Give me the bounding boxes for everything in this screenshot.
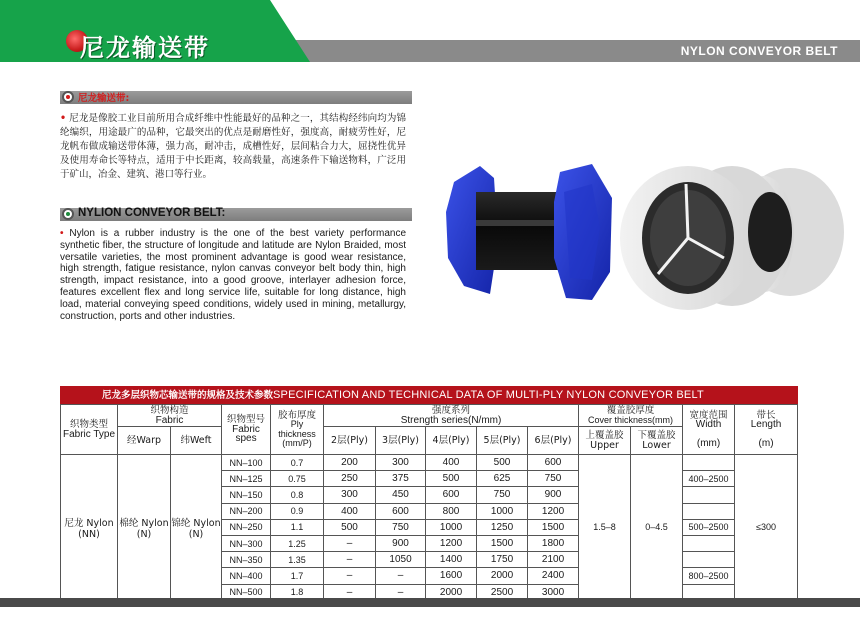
spec-cell: NN–100 [222,455,271,471]
strength-cell: 750 [477,487,528,503]
strength-cell: 200 [324,455,376,471]
strength-cell: 400 [426,455,477,471]
header-warp: 经Warp [118,427,171,455]
strength-cell: 1750 [477,552,528,568]
spec-cell: NN–250 [222,519,271,535]
white-belt-rolls-image [614,162,848,312]
strength-cell: – [376,584,426,600]
spec-cell: NN–200 [222,503,271,519]
strength-cell: 400 [324,503,376,519]
ply-cell: 1.35 [271,552,324,568]
header-ply-6: 6层(Ply) [528,427,579,455]
strength-cell: – [324,535,376,551]
header-strength: 强度系列 Strength series(N/mm) [324,405,579,427]
ply-cell: 0.9 [271,503,324,519]
ply-cell: 1.1 [271,519,324,535]
strength-cell: 600 [528,455,579,471]
weft-cell: 锦纶 Nylon (N) [171,455,222,601]
spec-cell: NN–150 [222,487,271,503]
ply-cell: 1.25 [271,535,324,551]
header-ply-5: 5层(Ply) [477,427,528,455]
header-upper: 上覆盖胶 Upper [579,427,631,455]
strength-cell: 600 [376,503,426,519]
length-cell: ≤300 [735,455,798,601]
blue-black-belt-roll-image [442,162,614,304]
warp-cell: 棉纶 Nylon (N) [118,455,171,601]
table-title-en: SPECIFICATION AND TECHNICAL DATA OF MULTI-PLY NYLON CONVEYOR BELT [273,389,704,401]
header-fabric-struct: 织物构造 Fabric [118,405,222,427]
table-title-cn: 尼龙多层织物芯输送带的规格及技术参数 [102,390,274,401]
ply-cell: 0.7 [271,455,324,471]
spec-table-body [61,455,798,601]
strength-cell: – [376,568,426,584]
spec-cell: NN–125 [222,471,271,487]
red-bullet-icon [62,91,74,103]
width-cell [683,535,735,551]
strength-cell: 1050 [376,552,426,568]
strength-cell: 1250 [477,519,528,535]
width-cell: 500–2500 [683,519,735,535]
strength-cell: 900 [528,487,579,503]
width-cell: 800–2500 [683,568,735,584]
strength-cell: 300 [324,487,376,503]
strength-cell: 2400 [528,568,579,584]
width-cell [683,503,735,519]
width-cell [683,487,735,503]
strength-cell: 600 [426,487,477,503]
ply-cell: 1.7 [271,568,324,584]
bullet-cn: • [60,113,67,124]
spec-cell: NN–300 [222,535,271,551]
header-width: 宽度范围 Width (mm) [683,405,735,455]
section-header-cn [60,91,412,104]
upper-cover-cell: 1.5–8 [579,455,631,601]
strength-cell: 2500 [477,584,528,600]
footer-bar [0,598,860,607]
description-en-text: Nylon is a rubber industry is the one of the best variety performance synthetic fiber, the structure of longitude and latitude are Nylon Braided, most versatile varieties, the most prominent advantage is good wear resistance, high strength, fatigue resistance, nylon canvas conveyor belt body thin, high strength, impact resistance, into a good groove, interlayer adhesion force, features excellent flex and long service life, suitable for long distance, high load, material conveying speed conditions, widely used in mining, metallurgy, construction, ports and other industries. [60,228,406,322]
strength-cell: 250 [324,471,376,487]
description-cn [60,112,406,182]
table-row [61,455,798,471]
strength-cell: 900 [376,535,426,551]
page-title: 尼龙输送带 [80,34,210,62]
bullet-en: • [60,228,64,239]
page-title-en: NYLON CONVEYOR BELT [680,44,838,58]
header-fabric-type: 织物类型 Fabric Type [61,405,118,455]
strength-cell: 1200 [426,535,477,551]
section-header-en [60,208,412,221]
lower-cover-cell: 0–4.5 [631,455,683,601]
section-heading-en: NYLION CONVEYOR BELT: [78,207,226,219]
strength-cell: 450 [376,487,426,503]
strength-cell: 1200 [528,503,579,519]
header-ply-3: 3层(Ply) [376,427,426,455]
spec-table [60,404,798,601]
spec-cell: NN–350 [222,552,271,568]
strength-cell: 1500 [528,519,579,535]
width-cell [683,552,735,568]
section-heading-cn: 尼龙输送带: [78,93,130,104]
strength-cell: 500 [477,455,528,471]
description-cn-text: 尼龙是像胶工业目前所用合成纤维中性能最好的品种之一，其结构经纬向均为锦纶编织，用途最广的品种，它最突出的优点是耐磨性好，强度高，耐疲劳性好，尼龙帆布做成输送带体薄，强力高，耐冲击，成槽性好，层间粘合力大，屈挠性优异及使用寿命长等特点，适用于中长距离，较高载量，高速条件下输送物料，广泛用于矿山，冶金、建筑、港口等行业。 [60,113,406,180]
strength-cell: 3000 [528,584,579,600]
strength-cell: 1600 [426,568,477,584]
strength-cell: 375 [376,471,426,487]
strength-cell: 1400 [426,552,477,568]
header-length: 带长 Length (m) [735,405,798,455]
spec-cell: NN–400 [222,568,271,584]
width-cell: 400–2500 [683,471,735,487]
strength-cell: 500 [324,519,376,535]
header-weft: 纬Weft [171,427,222,455]
strength-cell: – [324,584,376,600]
ply-cell: 1.8 [271,584,324,600]
strength-cell: 300 [376,455,426,471]
strength-cell: 625 [477,471,528,487]
strength-cell: 2000 [477,568,528,584]
strength-cell: 1500 [477,535,528,551]
strength-cell: – [324,552,376,568]
description-en [60,228,406,322]
header-cover: 覆盖胶厚度 Cover thickness(mm) [579,405,683,427]
ply-cell: 0.75 [271,471,324,487]
green-bullet-icon [62,208,74,220]
spec-cell: NN–500 [222,584,271,600]
table-title [60,386,798,404]
strength-cell: 750 [376,519,426,535]
ply-cell: 0.8 [271,487,324,503]
header-ply-2: 2层(Ply) [324,427,376,455]
width-cell [683,455,735,471]
header-lower: 下覆盖胶 Lower [631,427,683,455]
strength-cell: 1000 [426,519,477,535]
header-ply-thickness: 胶布厚度 Ply thickness (mm/P) [271,405,324,455]
strength-cell: – [324,568,376,584]
header-fabric-spec: 织物型号 Fabric spes [222,405,271,455]
strength-cell: 750 [528,471,579,487]
strength-cell: 800 [426,503,477,519]
fabric-type-cell: 尼龙 Nylon (NN) [61,455,118,601]
header-ply-4: 4层(Ply) [426,427,477,455]
strength-cell: 1000 [477,503,528,519]
strength-cell: 1800 [528,535,579,551]
strength-cell: 2000 [426,584,477,600]
strength-cell: 500 [426,471,477,487]
strength-cell: 2100 [528,552,579,568]
